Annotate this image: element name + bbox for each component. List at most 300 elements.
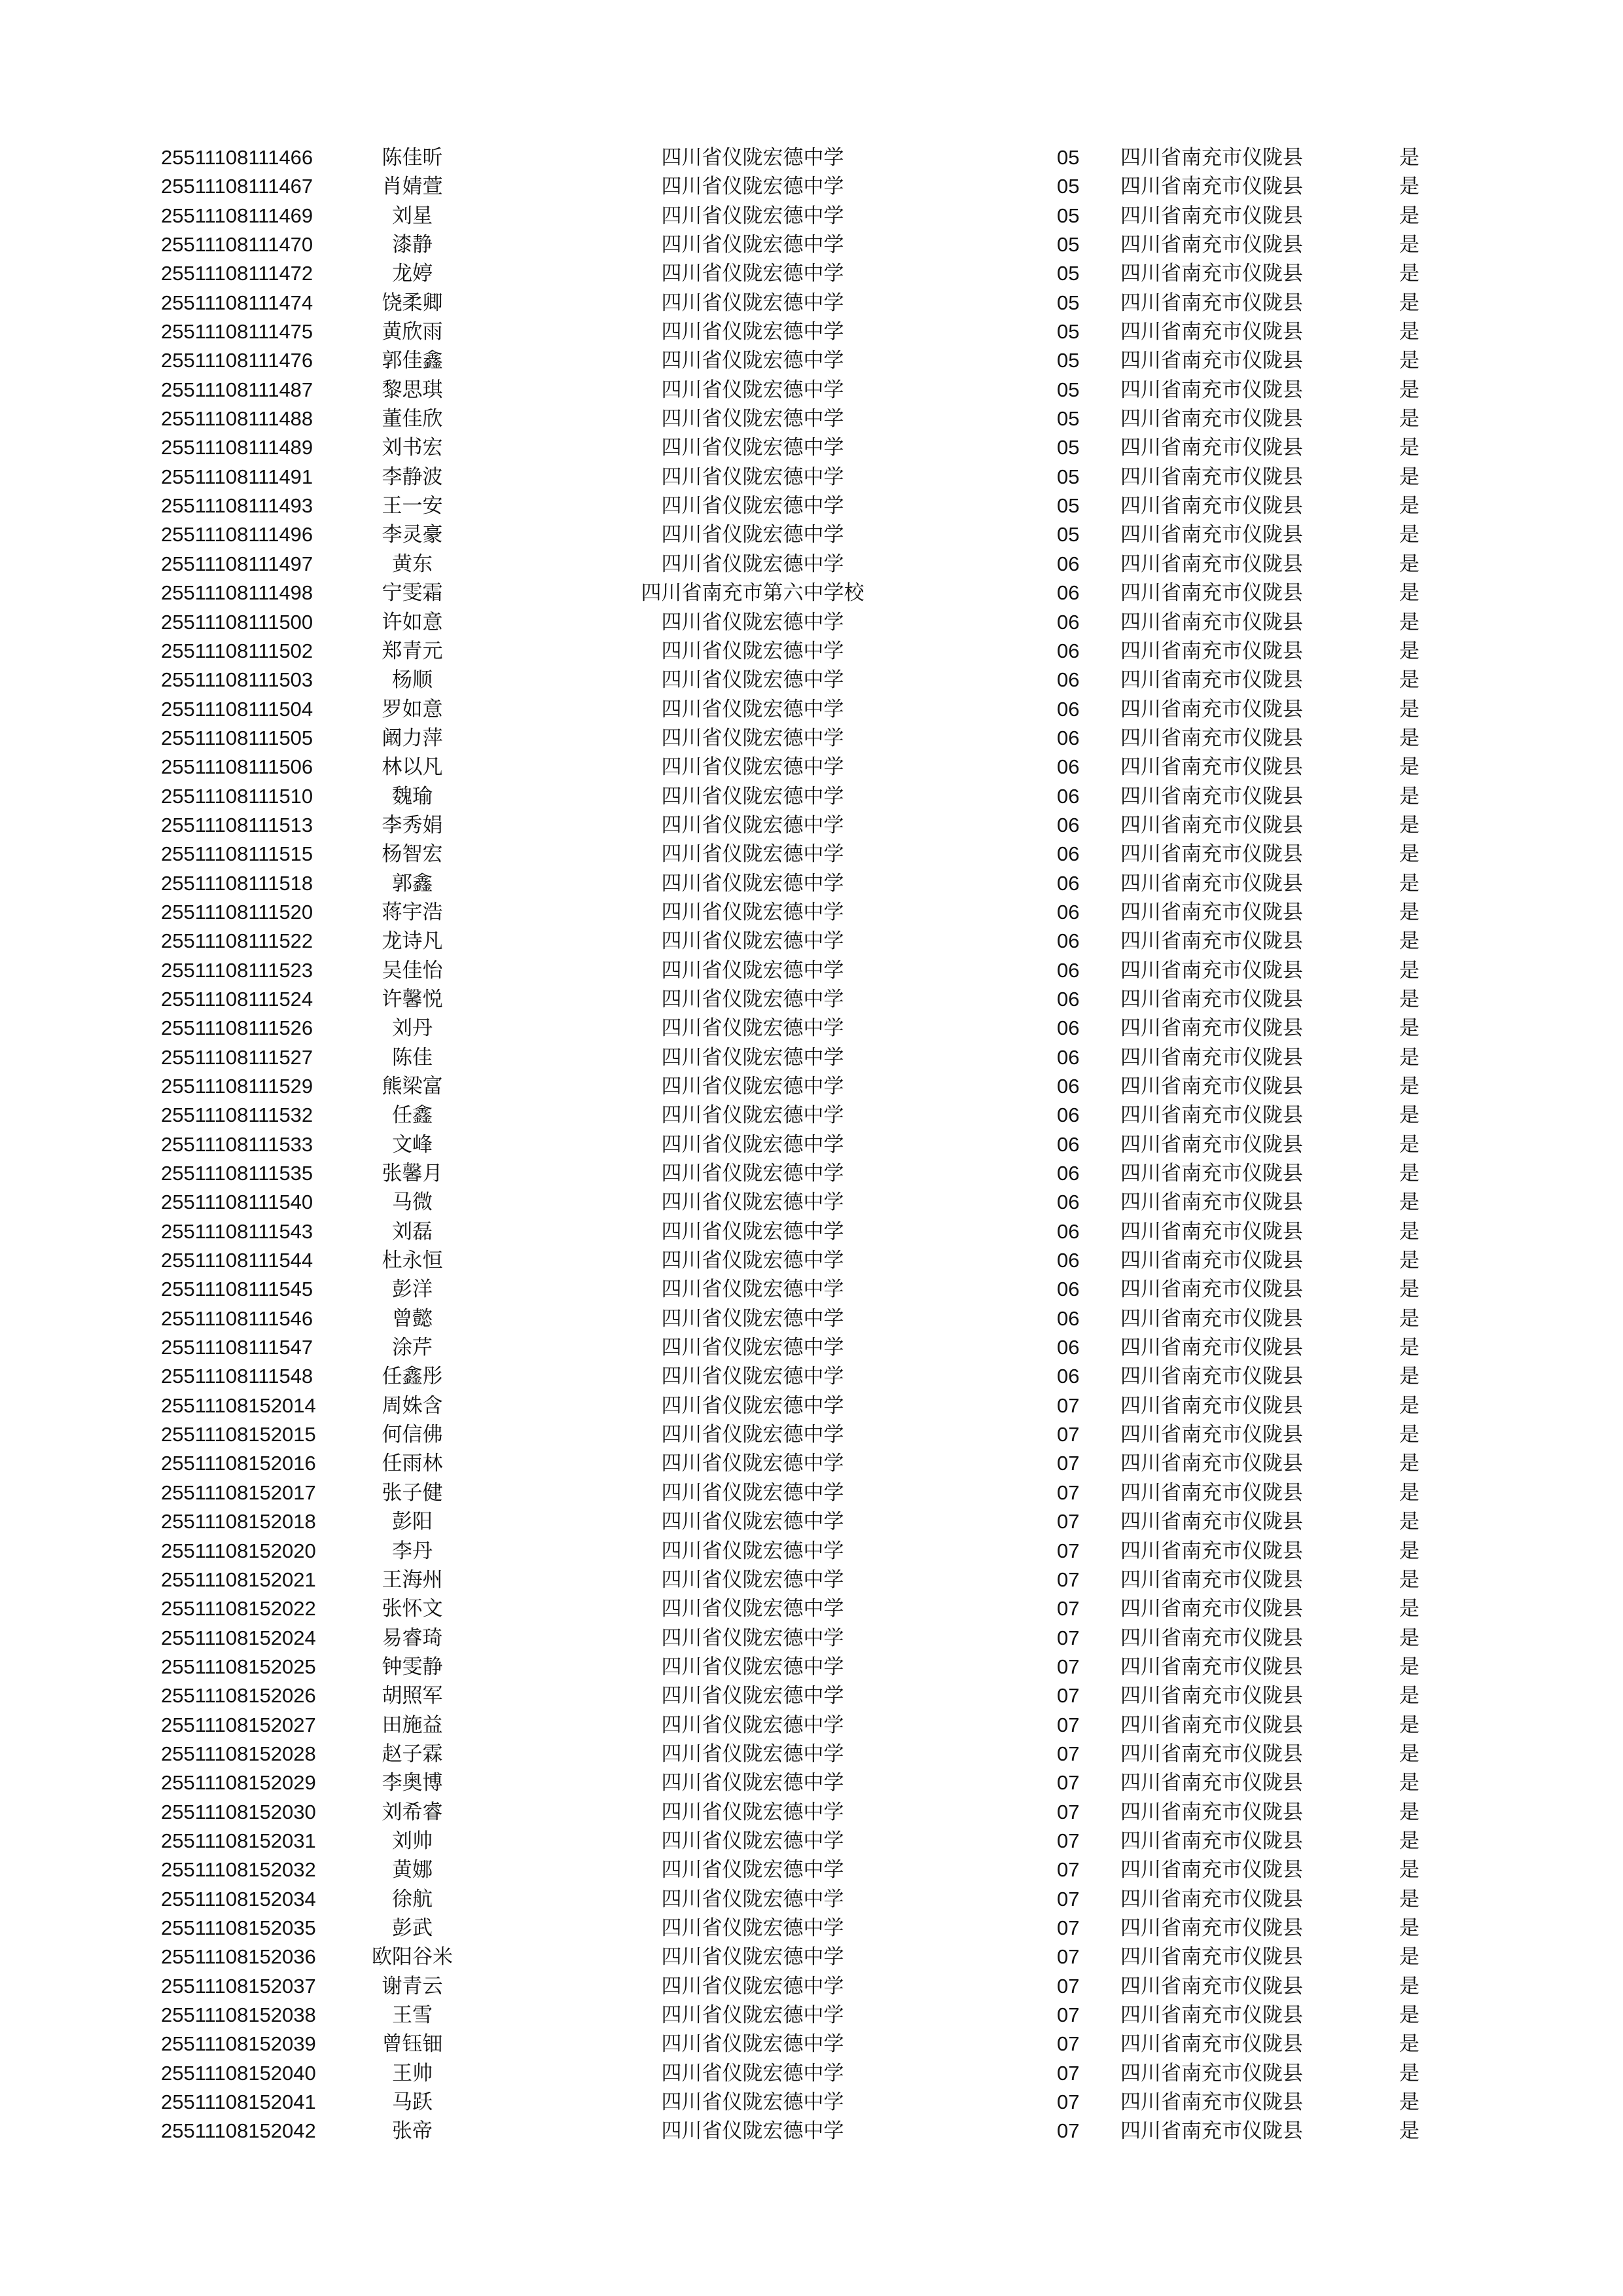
school-cell: 四川省仪陇宏德中学 bbox=[661, 842, 844, 867]
table-row bbox=[0, 1449, 1623, 1478]
school-cell: 四川省仪陇宏德中学 bbox=[661, 291, 844, 315]
student-name-cell: 田施益 bbox=[382, 1713, 443, 1737]
student-id-cell: 25511108152025 bbox=[161, 1655, 316, 1678]
student-name-cell: 黄娜 bbox=[392, 1858, 433, 1882]
table-row bbox=[0, 811, 1623, 840]
region-cell: 四川省南充市仪陇县 bbox=[1120, 2003, 1303, 2027]
class-cell: 07 bbox=[1057, 1916, 1080, 1939]
class-cell: 07 bbox=[1057, 2119, 1080, 2143]
region-cell: 四川省南充市仪陇县 bbox=[1120, 929, 1303, 954]
student-name-cell: 欧阳谷米 bbox=[372, 1945, 453, 1969]
student-name-cell: 刘书宏 bbox=[382, 436, 443, 460]
class-cell: 07 bbox=[1057, 2032, 1080, 2056]
school-cell: 四川省仪陇宏德中学 bbox=[661, 1393, 844, 1418]
school-cell: 四川省仪陇宏德中学 bbox=[661, 436, 844, 460]
school-cell: 四川省仪陇宏德中学 bbox=[661, 1916, 844, 1940]
student-name-cell: 李奥博 bbox=[382, 1771, 443, 1795]
school-cell: 四川省仪陇宏德中学 bbox=[661, 726, 844, 750]
school-cell: 四川省南充市第六中学校 bbox=[641, 581, 865, 605]
region-cell: 四川省南充市仪陇县 bbox=[1120, 813, 1303, 837]
student-id-cell: 25511108111540 bbox=[161, 1191, 313, 1214]
student-name-cell: 刘希睿 bbox=[382, 1800, 443, 1824]
student-id-cell: 25511108111497 bbox=[161, 552, 313, 575]
table-row bbox=[0, 202, 1623, 230]
school-cell: 四川省仪陇宏德中学 bbox=[661, 929, 844, 954]
student-name-cell: 刘磊 bbox=[392, 1219, 433, 1244]
student-id-cell: 25511108111505 bbox=[161, 726, 313, 749]
class-cell: 05 bbox=[1057, 320, 1080, 344]
class-cell: 07 bbox=[1057, 1393, 1080, 1417]
student-name-cell: 涂芹 bbox=[392, 1336, 433, 1360]
school-cell: 四川省仪陇宏德中学 bbox=[661, 668, 844, 692]
flag-cell: 是 bbox=[1399, 697, 1419, 721]
school-cell: 四川省仪陇宏德中学 bbox=[661, 639, 844, 663]
student-name-cell: 刘丹 bbox=[392, 1016, 433, 1041]
class-cell: 05 bbox=[1057, 436, 1080, 459]
region-cell: 四川省南充市仪陇县 bbox=[1120, 1132, 1303, 1157]
class-cell: 07 bbox=[1057, 1626, 1080, 1649]
table-row bbox=[0, 608, 1623, 637]
student-id-cell: 25511108111493 bbox=[161, 494, 313, 518]
class-cell: 06 bbox=[1057, 1306, 1080, 1330]
region-cell: 四川省南充市仪陇县 bbox=[1120, 1858, 1303, 1882]
table-row bbox=[0, 2059, 1623, 2088]
table-row bbox=[0, 433, 1623, 462]
class-cell: 06 bbox=[1057, 668, 1080, 692]
student-name-cell: 何信佛 bbox=[382, 1423, 443, 1447]
region-cell: 四川省南充市仪陇县 bbox=[1120, 1597, 1303, 1621]
student-id-cell: 25511108111532 bbox=[161, 1103, 313, 1127]
class-cell: 06 bbox=[1057, 1278, 1080, 1301]
student-id-cell: 25511108111527 bbox=[161, 1045, 313, 1069]
flag-cell: 是 bbox=[1399, 552, 1419, 576]
class-cell: 06 bbox=[1057, 871, 1080, 895]
student-id-cell: 25511108152018 bbox=[161, 1510, 316, 1534]
flag-cell: 是 bbox=[1399, 1365, 1419, 1389]
class-cell: 07 bbox=[1057, 1452, 1080, 1475]
region-cell: 四川省南充市仪陇县 bbox=[1120, 1916, 1303, 1940]
table-row bbox=[0, 520, 1623, 549]
flag-cell: 是 bbox=[1399, 842, 1419, 867]
region-cell: 四川省南充市仪陇县 bbox=[1120, 436, 1303, 460]
class-cell: 06 bbox=[1057, 1249, 1080, 1272]
class-cell: 05 bbox=[1057, 175, 1080, 198]
flag-cell: 是 bbox=[1399, 1858, 1419, 1882]
student-name-cell: 陈佳 bbox=[392, 1045, 433, 1069]
student-id-cell: 25511108152021 bbox=[161, 1568, 316, 1591]
table-row bbox=[0, 2117, 1623, 2145]
region-cell: 四川省南充市仪陇县 bbox=[1120, 755, 1303, 780]
school-cell: 四川省仪陇宏德中学 bbox=[661, 610, 844, 634]
student-name-cell: 许馨悦 bbox=[382, 987, 443, 1011]
region-cell: 四川省南充市仪陇县 bbox=[1120, 465, 1303, 489]
flag-cell: 是 bbox=[1399, 1974, 1419, 1998]
flag-cell: 是 bbox=[1399, 1655, 1419, 1679]
school-cell: 四川省仪陇宏德中学 bbox=[661, 1887, 844, 1911]
student-id-cell: 25511108111502 bbox=[161, 639, 313, 662]
student-id-cell: 25511108152038 bbox=[161, 2003, 316, 2026]
flag-cell: 是 bbox=[1399, 204, 1419, 228]
class-cell: 05 bbox=[1057, 233, 1080, 257]
student-name-cell: 吴佳怡 bbox=[382, 958, 443, 982]
student-id-cell: 25511108152032 bbox=[161, 1858, 316, 1882]
flag-cell: 是 bbox=[1399, 1800, 1419, 1824]
flag-cell: 是 bbox=[1399, 1452, 1419, 1476]
class-cell: 06 bbox=[1057, 1336, 1080, 1359]
table-row bbox=[0, 143, 1623, 172]
table-row bbox=[0, 1624, 1623, 1653]
student-id-cell: 25511108152034 bbox=[161, 1887, 316, 1910]
school-cell: 四川省仪陇宏德中学 bbox=[661, 1016, 844, 1041]
table-row bbox=[0, 289, 1623, 317]
table-row bbox=[0, 1246, 1623, 1275]
student-id-cell: 25511108152026 bbox=[161, 1684, 316, 1708]
table-row bbox=[0, 230, 1623, 259]
school-cell: 四川省仪陇宏德中学 bbox=[661, 494, 844, 518]
region-cell: 四川省南充市仪陇县 bbox=[1120, 1452, 1303, 1476]
school-cell: 四川省仪陇宏德中学 bbox=[661, 1452, 844, 1476]
region-cell: 四川省南充市仪陇县 bbox=[1120, 1480, 1303, 1505]
table-row bbox=[0, 1188, 1623, 1217]
student-name-cell: 彭阳 bbox=[392, 1510, 433, 1534]
student-id-cell: 25511108111470 bbox=[161, 233, 313, 257]
flag-cell: 是 bbox=[1399, 1771, 1419, 1795]
table-row bbox=[0, 1043, 1623, 1072]
flag-cell: 是 bbox=[1399, 987, 1419, 1011]
school-cell: 四川省仪陇宏德中学 bbox=[661, 1597, 844, 1621]
class-cell: 06 bbox=[1057, 755, 1080, 779]
region-cell: 四川省南充市仪陇县 bbox=[1120, 291, 1303, 315]
table-row bbox=[0, 898, 1623, 927]
class-cell: 07 bbox=[1057, 1539, 1080, 1562]
student-id-cell: 25511108111491 bbox=[161, 465, 313, 488]
table-row bbox=[0, 376, 1623, 404]
class-cell: 07 bbox=[1057, 1510, 1080, 1534]
school-cell: 四川省仪陇宏德中学 bbox=[661, 233, 844, 257]
flag-cell: 是 bbox=[1399, 1393, 1419, 1418]
table-row bbox=[0, 259, 1623, 288]
student-name-cell: 李灵豪 bbox=[382, 523, 443, 547]
flag-cell: 是 bbox=[1399, 639, 1419, 663]
student-name-cell: 张馨月 bbox=[382, 1162, 443, 1186]
table-row bbox=[0, 1856, 1623, 1884]
student-id-cell: 25511108111520 bbox=[161, 900, 313, 924]
flag-cell: 是 bbox=[1399, 581, 1419, 605]
student-name-cell: 阚力萍 bbox=[382, 726, 443, 750]
student-id-cell: 25511108111543 bbox=[161, 1219, 313, 1243]
region-cell: 四川省南充市仪陇县 bbox=[1120, 697, 1303, 721]
school-cell: 四川省仪陇宏德中学 bbox=[661, 1219, 844, 1244]
class-cell: 07 bbox=[1057, 1858, 1080, 1882]
student-name-cell: 王海州 bbox=[382, 1568, 443, 1592]
student-id-cell: 25511108152042 bbox=[161, 2119, 316, 2143]
region-cell: 四川省南充市仪陇县 bbox=[1120, 958, 1303, 982]
student-id-cell: 25511108111487 bbox=[161, 378, 313, 401]
class-cell: 05 bbox=[1057, 523, 1080, 547]
flag-cell: 是 bbox=[1399, 1945, 1419, 1969]
flag-cell: 是 bbox=[1399, 291, 1419, 315]
flag-cell: 是 bbox=[1399, 813, 1419, 837]
flag-cell: 是 bbox=[1399, 349, 1419, 373]
student-name-cell: 徐航 bbox=[392, 1887, 433, 1911]
student-name-cell: 熊梁富 bbox=[382, 1075, 443, 1098]
school-cell: 四川省仪陇宏德中学 bbox=[661, 958, 844, 982]
region-cell: 四川省南充市仪陇县 bbox=[1120, 1771, 1303, 1795]
flag-cell: 是 bbox=[1399, 1219, 1419, 1244]
table-row bbox=[0, 1420, 1623, 1449]
student-id-cell: 25511108152037 bbox=[161, 1974, 316, 1998]
student-name-cell: 王一安 bbox=[382, 494, 443, 518]
student-name-cell: 杨智宏 bbox=[382, 842, 443, 867]
student-name-cell: 漆静 bbox=[392, 233, 433, 257]
table-row bbox=[0, 695, 1623, 724]
region-cell: 四川省南充市仪陇县 bbox=[1120, 378, 1303, 402]
region-cell: 四川省南充市仪陇县 bbox=[1120, 2119, 1303, 2144]
student-name-cell: 李静波 bbox=[382, 465, 443, 489]
student-name-cell: 马跃 bbox=[392, 2090, 433, 2115]
student-name-cell: 饶柔卿 bbox=[382, 291, 443, 315]
table-row bbox=[0, 753, 1623, 781]
student-name-cell: 刘帅 bbox=[392, 1829, 433, 1853]
student-id-cell: 25511108152024 bbox=[161, 1626, 316, 1649]
table-row bbox=[0, 1885, 1623, 1914]
region-cell: 四川省南充市仪陇县 bbox=[1120, 204, 1303, 228]
student-id-cell: 25511108152027 bbox=[161, 1713, 316, 1736]
student-id-cell: 25511108111513 bbox=[161, 813, 313, 836]
school-cell: 四川省仪陇宏德中学 bbox=[661, 349, 844, 373]
student-name-cell: 黄东 bbox=[392, 552, 433, 576]
class-cell: 06 bbox=[1057, 842, 1080, 866]
flag-cell: 是 bbox=[1399, 2061, 1419, 2085]
school-cell: 四川省仪陇宏德中学 bbox=[661, 1103, 844, 1128]
student-id-cell: 25511108152031 bbox=[161, 1829, 316, 1852]
student-name-cell: 易睿琦 bbox=[382, 1626, 443, 1650]
student-id-cell: 25511108111476 bbox=[161, 349, 313, 372]
school-cell: 四川省仪陇宏德中学 bbox=[661, 2003, 844, 2027]
flag-cell: 是 bbox=[1399, 175, 1419, 199]
student-name-cell: 任雨林 bbox=[382, 1452, 443, 1476]
school-cell: 四川省仪陇宏德中学 bbox=[661, 1132, 844, 1157]
student-id-cell: 25511108111503 bbox=[161, 668, 313, 692]
flag-cell: 是 bbox=[1399, 1626, 1419, 1650]
flag-cell: 是 bbox=[1399, 320, 1419, 344]
class-cell: 06 bbox=[1057, 1016, 1080, 1040]
school-cell: 四川省仪陇宏德中学 bbox=[661, 1423, 844, 1447]
region-cell: 四川省南充市仪陇县 bbox=[1120, 262, 1303, 286]
flag-cell: 是 bbox=[1399, 146, 1419, 170]
table-row bbox=[0, 1507, 1623, 1536]
region-cell: 四川省南充市仪陇县 bbox=[1120, 1887, 1303, 1911]
class-cell: 06 bbox=[1057, 987, 1080, 1011]
region-cell: 四川省南充市仪陇县 bbox=[1120, 175, 1303, 199]
flag-cell: 是 bbox=[1399, 1916, 1419, 1940]
class-cell: 06 bbox=[1057, 784, 1080, 808]
student-id-cell: 25511108111524 bbox=[161, 987, 313, 1011]
school-cell: 四川省仪陇宏德中学 bbox=[661, 1713, 844, 1737]
table-row bbox=[0, 1014, 1623, 1043]
region-cell: 四川省南充市仪陇县 bbox=[1120, 320, 1303, 344]
student-id-cell: 25511108152040 bbox=[161, 2061, 316, 2085]
class-cell: 06 bbox=[1057, 1365, 1080, 1388]
class-cell: 07 bbox=[1057, 2061, 1080, 2085]
class-cell: 07 bbox=[1057, 1829, 1080, 1852]
region-cell: 四川省南充市仪陇县 bbox=[1120, 552, 1303, 576]
table-row bbox=[0, 637, 1623, 666]
student-name-cell: 王雪 bbox=[392, 2003, 433, 2027]
student-id-cell: 25511108111466 bbox=[161, 146, 313, 169]
school-cell: 四川省仪陇宏德中学 bbox=[661, 900, 844, 924]
class-cell: 07 bbox=[1057, 1655, 1080, 1678]
school-cell: 四川省仪陇宏德中学 bbox=[661, 262, 844, 286]
school-cell: 四川省仪陇宏德中学 bbox=[661, 552, 844, 576]
class-cell: 07 bbox=[1057, 2003, 1080, 2026]
table-row bbox=[0, 1566, 1623, 1594]
region-cell: 四川省南充市仪陇县 bbox=[1120, 1045, 1303, 1069]
flag-cell: 是 bbox=[1399, 436, 1419, 460]
table-row bbox=[0, 1943, 1623, 1971]
school-cell: 四川省仪陇宏德中学 bbox=[661, 146, 844, 170]
student-id-cell: 25511108111474 bbox=[161, 291, 313, 314]
school-cell: 四川省仪陇宏德中学 bbox=[661, 1539, 844, 1563]
student-id-cell: 25511108111546 bbox=[161, 1306, 313, 1330]
table-row bbox=[0, 2001, 1623, 2030]
student-id-cell: 25511108111544 bbox=[161, 1249, 313, 1272]
region-cell: 四川省南充市仪陇县 bbox=[1120, 1626, 1303, 1650]
student-name-cell: 郭佳鑫 bbox=[382, 349, 443, 373]
student-name-cell: 彭武 bbox=[392, 1916, 433, 1940]
school-cell: 四川省仪陇宏德中学 bbox=[661, 1162, 844, 1186]
table-row bbox=[0, 1479, 1623, 1507]
student-id-cell: 25511108111472 bbox=[161, 262, 313, 285]
flag-cell: 是 bbox=[1399, 1045, 1419, 1069]
table-row bbox=[0, 985, 1623, 1014]
school-cell: 四川省仪陇宏德中学 bbox=[661, 1191, 844, 1215]
student-name-cell: 郭鑫 bbox=[392, 871, 433, 895]
class-cell: 06 bbox=[1057, 813, 1080, 836]
student-name-cell: 黄欣雨 bbox=[382, 320, 443, 344]
flag-cell: 是 bbox=[1399, 900, 1419, 924]
student-name-cell: 蒋宇浩 bbox=[382, 900, 443, 924]
region-cell: 四川省南充市仪陇县 bbox=[1120, 1336, 1303, 1360]
student-name-cell: 张子健 bbox=[382, 1480, 443, 1505]
class-cell: 05 bbox=[1057, 291, 1080, 314]
table-row bbox=[0, 1101, 1623, 1130]
school-cell: 四川省仪陇宏德中学 bbox=[661, 1800, 844, 1824]
flag-cell: 是 bbox=[1399, 1887, 1419, 1911]
region-cell: 四川省南充市仪陇县 bbox=[1120, 233, 1303, 257]
student-name-cell: 龙诗凡 bbox=[382, 929, 443, 954]
school-cell: 四川省仪陇宏德中学 bbox=[661, 1829, 844, 1853]
region-cell: 四川省南充市仪陇县 bbox=[1120, 407, 1303, 431]
region-cell: 四川省南充市仪陇县 bbox=[1120, 494, 1303, 518]
region-cell: 四川省南充市仪陇县 bbox=[1120, 1423, 1303, 1447]
table-row bbox=[0, 1072, 1623, 1101]
student-name-cell: 张帝 bbox=[392, 2119, 433, 2144]
student-id-cell: 25511108111518 bbox=[161, 871, 313, 895]
table-row bbox=[0, 782, 1623, 811]
table-row bbox=[0, 956, 1623, 985]
table-row bbox=[0, 172, 1623, 201]
region-cell: 四川省南充市仪陇县 bbox=[1120, 726, 1303, 750]
region-cell: 四川省南充市仪陇县 bbox=[1120, 1278, 1303, 1302]
student-id-cell: 25511108152017 bbox=[161, 1480, 316, 1504]
region-cell: 四川省南充市仪陇县 bbox=[1120, 1365, 1303, 1389]
student-name-cell: 李秀娟 bbox=[382, 813, 443, 837]
student-name-cell: 赵子霖 bbox=[382, 1742, 443, 1766]
school-cell: 四川省仪陇宏德中学 bbox=[661, 1655, 844, 1679]
school-cell: 四川省仪陇宏德中学 bbox=[661, 1510, 844, 1534]
flag-cell: 是 bbox=[1399, 465, 1419, 489]
student-id-cell: 25511108152035 bbox=[161, 1916, 316, 1939]
region-cell: 四川省南充市仪陇县 bbox=[1120, 1075, 1303, 1098]
region-cell: 四川省南充市仪陇县 bbox=[1120, 581, 1303, 605]
class-cell: 06 bbox=[1057, 639, 1080, 662]
student-id-cell: 25511108152041 bbox=[161, 2090, 316, 2114]
table-row bbox=[0, 1681, 1623, 1710]
student-id-cell: 25511108152030 bbox=[161, 1800, 316, 1823]
table-row bbox=[0, 1653, 1623, 1681]
class-cell: 06 bbox=[1057, 581, 1080, 605]
flag-cell: 是 bbox=[1399, 1684, 1419, 1708]
region-cell: 四川省南充市仪陇县 bbox=[1120, 1713, 1303, 1737]
region-cell: 四川省南充市仪陇县 bbox=[1120, 2090, 1303, 2115]
school-cell: 四川省仪陇宏德中学 bbox=[661, 1249, 844, 1273]
student-name-cell: 肖婧萱 bbox=[382, 175, 443, 199]
student-id-cell: 25511108111469 bbox=[161, 204, 313, 227]
student-id-cell: 25511108111510 bbox=[161, 784, 313, 808]
school-cell: 四川省仪陇宏德中学 bbox=[661, 2090, 844, 2115]
student-name-cell: 魏瑜 bbox=[392, 784, 433, 808]
flag-cell: 是 bbox=[1399, 755, 1419, 780]
flag-cell: 是 bbox=[1399, 2119, 1419, 2144]
class-cell: 06 bbox=[1057, 929, 1080, 953]
flag-cell: 是 bbox=[1399, 871, 1419, 895]
table-row bbox=[0, 1362, 1623, 1391]
region-cell: 四川省南充市仪陇县 bbox=[1120, 1974, 1303, 1998]
school-cell: 四川省仪陇宏德中学 bbox=[661, 465, 844, 489]
student-id-cell: 25511108111506 bbox=[161, 755, 313, 779]
class-cell: 07 bbox=[1057, 2090, 1080, 2114]
class-cell: 07 bbox=[1057, 1568, 1080, 1591]
school-cell: 四川省仪陇宏德中学 bbox=[661, 1684, 844, 1708]
student-name-cell: 龙婷 bbox=[392, 262, 433, 286]
student-name-cell: 彭洋 bbox=[392, 1278, 433, 1302]
student-name-cell: 罗如意 bbox=[382, 697, 443, 721]
region-cell: 四川省南充市仪陇县 bbox=[1120, 349, 1303, 373]
class-cell: 07 bbox=[1057, 1713, 1080, 1736]
flag-cell: 是 bbox=[1399, 2090, 1419, 2115]
class-cell: 07 bbox=[1057, 1423, 1080, 1446]
region-cell: 四川省南充市仪陇县 bbox=[1120, 1162, 1303, 1186]
roster-table bbox=[0, 143, 1623, 2146]
class-cell: 06 bbox=[1057, 1191, 1080, 1214]
student-id-cell: 25511108111529 bbox=[161, 1075, 313, 1098]
region-cell: 四川省南充市仪陇县 bbox=[1120, 1568, 1303, 1592]
table-row bbox=[0, 550, 1623, 579]
student-id-cell: 25511108152020 bbox=[161, 1539, 316, 1562]
class-cell: 05 bbox=[1057, 146, 1080, 169]
class-cell: 07 bbox=[1057, 1974, 1080, 1998]
table-row bbox=[0, 1798, 1623, 1827]
flag-cell: 是 bbox=[1399, 1480, 1419, 1505]
student-name-cell: 陈佳昕 bbox=[382, 146, 443, 170]
student-id-cell: 25511108111522 bbox=[161, 929, 313, 953]
table-row bbox=[0, 579, 1623, 607]
student-name-cell: 曾钰钿 bbox=[382, 2032, 443, 2056]
school-cell: 四川省仪陇宏德中学 bbox=[661, 1771, 844, 1795]
class-cell: 05 bbox=[1057, 465, 1080, 488]
student-name-cell: 杨顺 bbox=[392, 668, 433, 692]
